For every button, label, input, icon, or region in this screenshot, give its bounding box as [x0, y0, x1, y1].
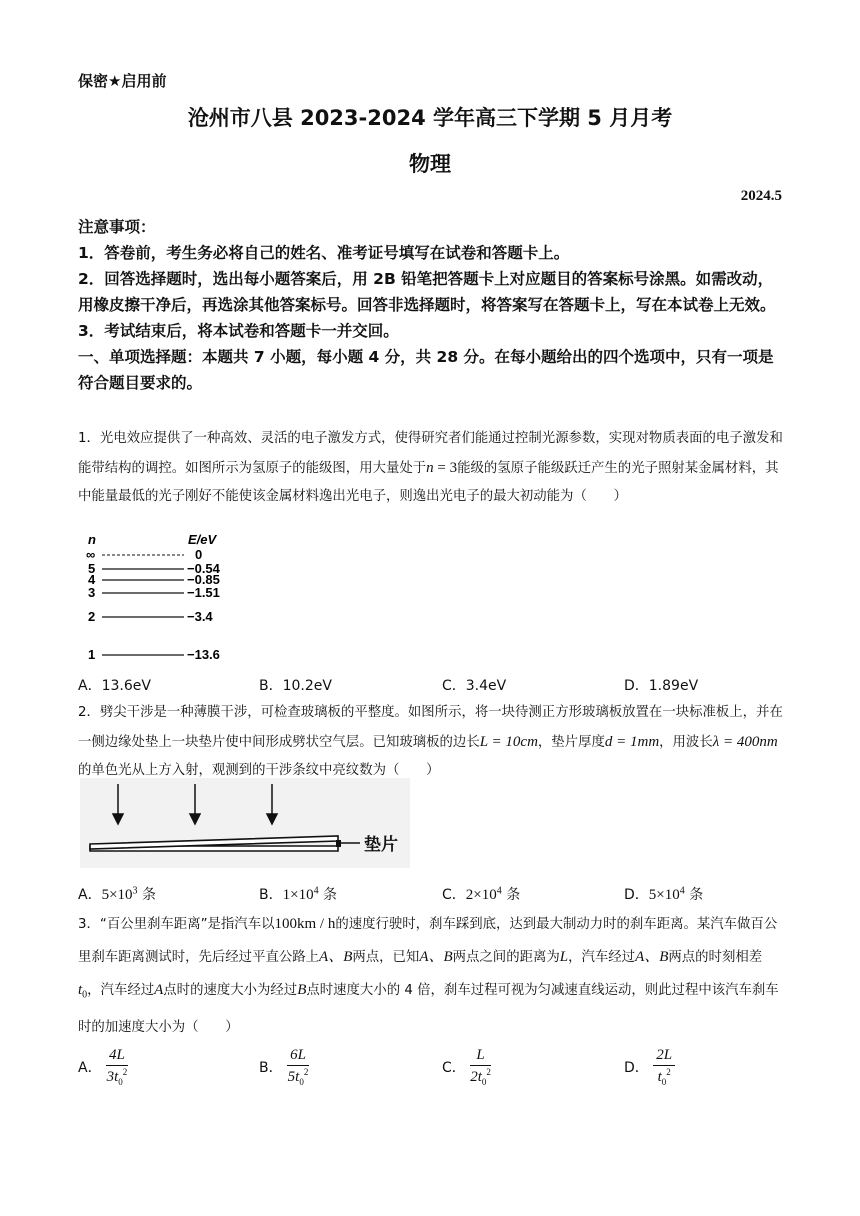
q3-option-c-denominator — [470, 1066, 491, 1087]
exam-date: 2024.5 — [740, 188, 782, 204]
level-e-inf: 0 — [195, 547, 203, 562]
notice-item-1: 1．答卷前，考生务必将自己的姓名、准考证号填写在试卷和答题卡上。 — [78, 244, 570, 262]
q3-option-d-sub: 0 — [661, 1077, 667, 1087]
q3-option-a-denominator — [106, 1066, 128, 1087]
q2-option-d-prefix: D． — [624, 887, 649, 903]
q3-option-a-fraction — [106, 1047, 128, 1087]
q3-text-g: ，汽车经过 — [87, 983, 155, 998]
fig2-background — [80, 778, 410, 868]
q3-option-d-denominator — [653, 1066, 675, 1087]
level-n-inf: ∞ — [86, 547, 96, 562]
subject-title: 物理 — [409, 152, 451, 176]
q3-option-b-prefix: B． — [259, 1060, 283, 1076]
q2-option-a-base: 5×10 — [101, 887, 133, 903]
q2-option-c-prefix: C． — [442, 887, 466, 903]
q3-point-b: B — [297, 982, 307, 998]
q3-point-a: A — [154, 982, 164, 998]
q2-text-d: 的单色光从上方入射，观测到的干涉条纹中亮纹数为（ ） — [78, 763, 440, 778]
q3-option-c-fraction — [470, 1047, 491, 1087]
q2-option-c-unit: 条 — [506, 887, 521, 903]
q2-option-a-prefix: A． — [78, 887, 102, 903]
q3-ab-3: A、B — [635, 949, 669, 965]
q3-text-h: 点时的速度大小为经过 — [163, 983, 298, 998]
level-n-1: 1 — [88, 647, 96, 662]
q2-option-c — [442, 884, 520, 904]
level-e-3: −1.51 — [187, 585, 220, 600]
q3-text-d: 两点之间的距离为 — [452, 950, 560, 965]
fig1-n-header: n — [88, 532, 96, 547]
q2-option-d-base: 5×10 — [648, 887, 680, 903]
level-e-1: −13.6 — [187, 647, 220, 662]
q2-length: L = 10cm — [479, 733, 538, 750]
level-n-4: 4 — [88, 572, 96, 587]
q3-option-d-den-text: t — [657, 1069, 662, 1085]
q3-option-a-sub: 0 — [118, 1077, 123, 1087]
q3-option-b-sup: 2 — [303, 1067, 309, 1077]
q2-option-a-unit: 条 — [142, 887, 156, 903]
q3-text-f: 两点的时刻相差 — [668, 950, 763, 965]
level-n-3: 3 — [88, 585, 96, 600]
q3-ab-2: A、B — [419, 949, 453, 965]
q3-text-c: 两点，已知 — [352, 950, 420, 965]
notice-heading: 注意事项： — [78, 218, 156, 236]
q3-option-a-numerator: 4L — [106, 1047, 128, 1066]
level-n-5: 5 — [88, 561, 96, 576]
q3-option-d — [624, 1047, 675, 1087]
confidential-label: 保密★启用前 — [78, 72, 167, 90]
q2-thickness: d = 1mm — [604, 733, 660, 750]
exam-title: 沧州市八县 2023-2024 学年高三下学期 5 月月考 — [187, 106, 673, 130]
q3-option-b-fraction — [287, 1047, 309, 1087]
q2-option-c-exp: 4 — [496, 885, 502, 897]
q3-option-c — [442, 1047, 491, 1087]
q1-text-b: 能级的氢原子能级跃迁产生的光子照射某金属材料，其中能量最低的光子刚好不能使该金属材料逸出光电子，则逸出光电子的最大初动能为（ ） — [78, 460, 779, 504]
q3-option-a-den-text: 3t — [106, 1069, 119, 1085]
q2-option-c-base: 2×10 — [465, 887, 497, 903]
level-e-5: −0.54 — [187, 561, 220, 576]
q3-option-d-prefix: D． — [624, 1060, 649, 1076]
section-heading: 一、单项选择题：本题共 7 小题，每小题 4 分，共 28 分。在每小题给出的四个选项中，只有一项是符合题目要求的。 — [78, 348, 774, 392]
q3-option-b-numerator: 6L — [287, 1047, 309, 1066]
question-2 — [78, 699, 784, 786]
q3-option-a — [78, 1047, 128, 1087]
notice-item-3: 3．考试结束后，将本试卷和答题卡一并交回。 — [78, 322, 399, 340]
question-1 — [78, 425, 784, 512]
q2-option-d-exp: 4 — [679, 885, 685, 897]
q3-option-a-sup: 2 — [122, 1067, 128, 1077]
q2-option-b-exp: 4 — [313, 885, 319, 897]
q3-option-a-prefix: A． — [78, 1060, 102, 1076]
q2-option-b-prefix: B． — [259, 887, 283, 903]
level-e-2: −3.4 — [187, 609, 213, 624]
wedge-interference-diagram — [80, 778, 520, 868]
spacer-block — [336, 840, 341, 847]
q3-text-i: 点时速度大小的 4 倍，刹车过程可视为匀减速直线运动，则此过程中该汽车刹车时的加速度大小为（ ） — [78, 983, 779, 1035]
q1-n: n — [426, 459, 434, 476]
q3-option-c-sup: 2 — [486, 1067, 491, 1077]
q2-option-d — [624, 884, 703, 904]
q2-option-a-exp: 3 — [132, 885, 138, 897]
notice-block — [78, 214, 784, 396]
q2-text-b: ，垫片厚度 — [537, 734, 605, 750]
q2-option-a — [78, 884, 156, 904]
q1-eq: = 3 — [433, 459, 458, 476]
q1-option-b: B．10.2eV — [259, 678, 332, 694]
q1-option-d: D．1.89eV — [624, 678, 699, 694]
q2-option-b-base: 1×10 — [282, 887, 314, 903]
q2-option-d-unit: 条 — [689, 887, 704, 903]
question-3 — [78, 908, 784, 1044]
q3-text-a: 3．“百公里刹车距离”是指汽车以 — [78, 917, 275, 932]
q2-option-b-unit: 条 — [323, 887, 338, 903]
q3-distance: L — [559, 949, 569, 965]
q3-speed: 100km / h — [274, 916, 336, 932]
level-e-4: −0.85 — [187, 572, 220, 587]
q3-ab-1: A、B — [319, 949, 353, 965]
q3-text-b: 的速度行驶时，刹车踩到底，达到最大制动力时的刹车距离。某汽车做百公里刹车距离测试时，先后经过平直公路上 — [78, 917, 778, 965]
q3-time-sub: 0 — [82, 989, 88, 1001]
q3-text-e: ，汽车经过 — [568, 950, 636, 965]
q3-option-b-sub: 0 — [299, 1077, 304, 1087]
spacer-label: 垫片 — [364, 835, 398, 855]
q3-option-d-sup: 2 — [666, 1067, 671, 1077]
q3-option-d-numerator: 2L — [653, 1047, 675, 1066]
q1-text-a: 1．光电效应提供了一种高效、灵活的电子激发方式，使得研究者们能通过控制光源参数，实现对物质表面的电子激发和能带结构的调控。如图所示为氢原子的能级图，用大量处于 — [78, 431, 783, 476]
q1-option-c: C．3.4eV — [442, 678, 507, 694]
q3-option-c-den-text: 2t — [470, 1069, 482, 1085]
q2-option-b — [259, 884, 337, 904]
q2-wavelength: λ = 400nm — [712, 733, 778, 750]
q3-option-c-numerator: L — [470, 1047, 491, 1066]
q3-option-d-fraction — [653, 1047, 675, 1087]
q3-option-c-sub: 0 — [481, 1077, 487, 1087]
q3-option-c-prefix: C． — [442, 1060, 466, 1076]
energy-level-diagram — [80, 528, 240, 668]
q2-text-c: ，用波长 — [659, 734, 713, 750]
fig1-e-header: E/eV — [188, 532, 217, 547]
q1-option-a: A．13.6eV — [78, 678, 151, 694]
notice-item-2: 2．回答选择题时，选出每小题答案后，用 2B 铅笔把答题卡上对应题目的答案标号涂黑。如需改动，用橡皮擦干净后，再选涂其他答案标号。回答非选择题时，将答案写在答题卡上，写在本试卷上无效。 — [78, 270, 776, 314]
q3-option-b-den-text: 5t — [287, 1069, 300, 1085]
q3-option-b-denominator — [287, 1066, 309, 1087]
q2-text-a: 2．劈尖干涉是一种薄膜干涉，可检查玻璃板的平整度。如图所示，将一块待测正方形玻璃板放置在一块标准板上，并在一侧边缘处垫上一块垫片使中间形成劈状空气层。已知玻璃板的边长 — [78, 705, 783, 750]
q3-time: t — [78, 982, 83, 998]
level-n-2: 2 — [88, 609, 96, 624]
q3-option-b — [259, 1047, 309, 1087]
